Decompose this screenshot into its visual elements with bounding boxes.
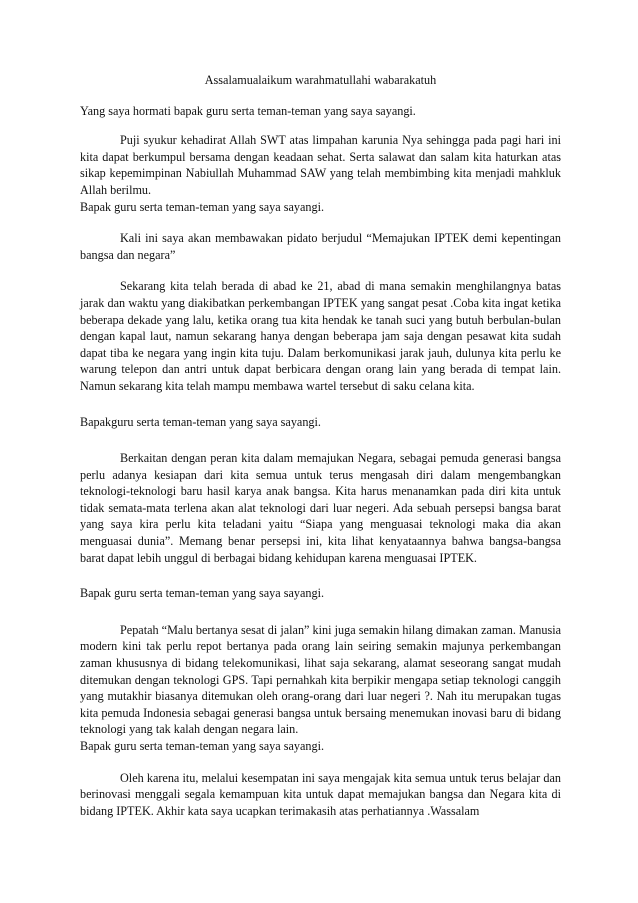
salutation: Bapak guru serta teman-teman yang saya sayangi. bbox=[80, 586, 324, 601]
paragraph-closing: Oleh karena itu, melalui kesempatan ini saya mengajak kita semua untuk terus belajar dan berinovasi menggali segala kemampuan kita untuk dapat memajukan bangsa dan Negara kita di bidang IPTEK. Akhir kata saya ucapkan terimakasih atas perhatiannya .Wassalam bbox=[80, 770, 561, 818]
salutation: Bapakguru serta teman-teman yang saya sayangi. bbox=[80, 414, 321, 429]
greeting-title: Assalamualaikum warahmatullahi wabarakatuh bbox=[204, 73, 437, 87]
paragraph-speech-topic: Kali ini saya akan membawakan pidato berjudul “Memajukan IPTEK demi kepentingan bangsa dan negara” bbox=[80, 231, 561, 262]
document-page bbox=[80, 72, 561, 819]
opening-salutation: Yang saya hormati bapak guru serta teman-teman yang saya sayangi. bbox=[80, 103, 416, 118]
paragraph-gratitude: Puji syukur kehadirat Allah SWT atas limpahan karunia Nya sehingga pada pagi hari ini kita dapat berkumpul bersama dengan keadaan sehat. Serta salawat dan salam kita haturkan atas sikap kepemimpinan Nabiullah Muhammad SAW yang telah membimbing kita menjadi mahkluk Allah berilmu. bbox=[80, 133, 561, 197]
salutation: Bapak guru serta teman-teman yang saya sayangi. bbox=[80, 199, 324, 214]
paragraph-proverb: Pepatah “Malu bertanya sesat di jalan” kini juga semakin hilang dimakan zaman. Manusia modern kini tak perlu repot bertanya pada orang lain seiring semakin majunya perkembangan zaman khususnya di bidang telekomunikasi, lihat saja sekarang, alamat seseorang sangat mudah ditemukan dengan teknologi GPS. Tapi pernahkah kita berpikir mengapa setiap teknologi canggih yang mutakhir biasanya ditemukan oleh orang-orang dari luar negeri ?. Nah itu merupakan tugas kita pemuda Indonesia sebagai generasi bangsa untuk bersaing menemukan inovasi baru di bidang teknologi yang tak kalah dengan negara lain. bbox=[80, 622, 561, 737]
salutation: Bapak guru serta teman-teman yang saya sayangi. bbox=[80, 739, 324, 753]
paragraph-21st-century: Sekarang kita telah berada di abad ke 21, abad di mana semakin menghilangnya batas jarak dan waktu yang diakibatkan perkembangan IPTEK yang sangat pesat .Coba kita ingat ketika beberapa dekade yang lalu, ketika orang tua kita hendak ke tanah suci yang butuh berbulan-bulan dengan kapal laut, namun sekarang hanya dengan beberapa jam saja dengan pesawat kita sudah dapat tiba ke negara yang ingin kita tuju. Dalam berkomunikasi jarak jauh, dulunya kita perlu ke warung telepon dan antri untuk dapat berbicara dengan orang lain yang berada di tempat lain. Namun sekarang kita telah mampu membawa wartel tersebut di saku celana kita. bbox=[80, 279, 561, 393]
paragraph-national-role: Berkaitan dengan peran kita dalam memajukan Negara, sebagai pemuda generasi bangsa perlu adanya kesiapan dari kita semua untuk terus mengasah diri dalam mengembangkan teknologi-teknologi baru hasil karya anak bangsa. Kita harus menanamkan pada diri kita untuk tidak semata-mata terlena akan alat teknologi dari luar negeri. Ada sebuah persepsi bangsa barat yang saya kira perlu kita teladani yaitu “Siapa yang menguasai teknologi maka dia akan menguasai dunia”. Memang benar persepsi ini, kita lihat kenyataannya bahwa bangsa-bangsa barat dapat lebih unggul di berbagai bidang kehidupan karena menguasai IPTEK. bbox=[80, 451, 561, 565]
